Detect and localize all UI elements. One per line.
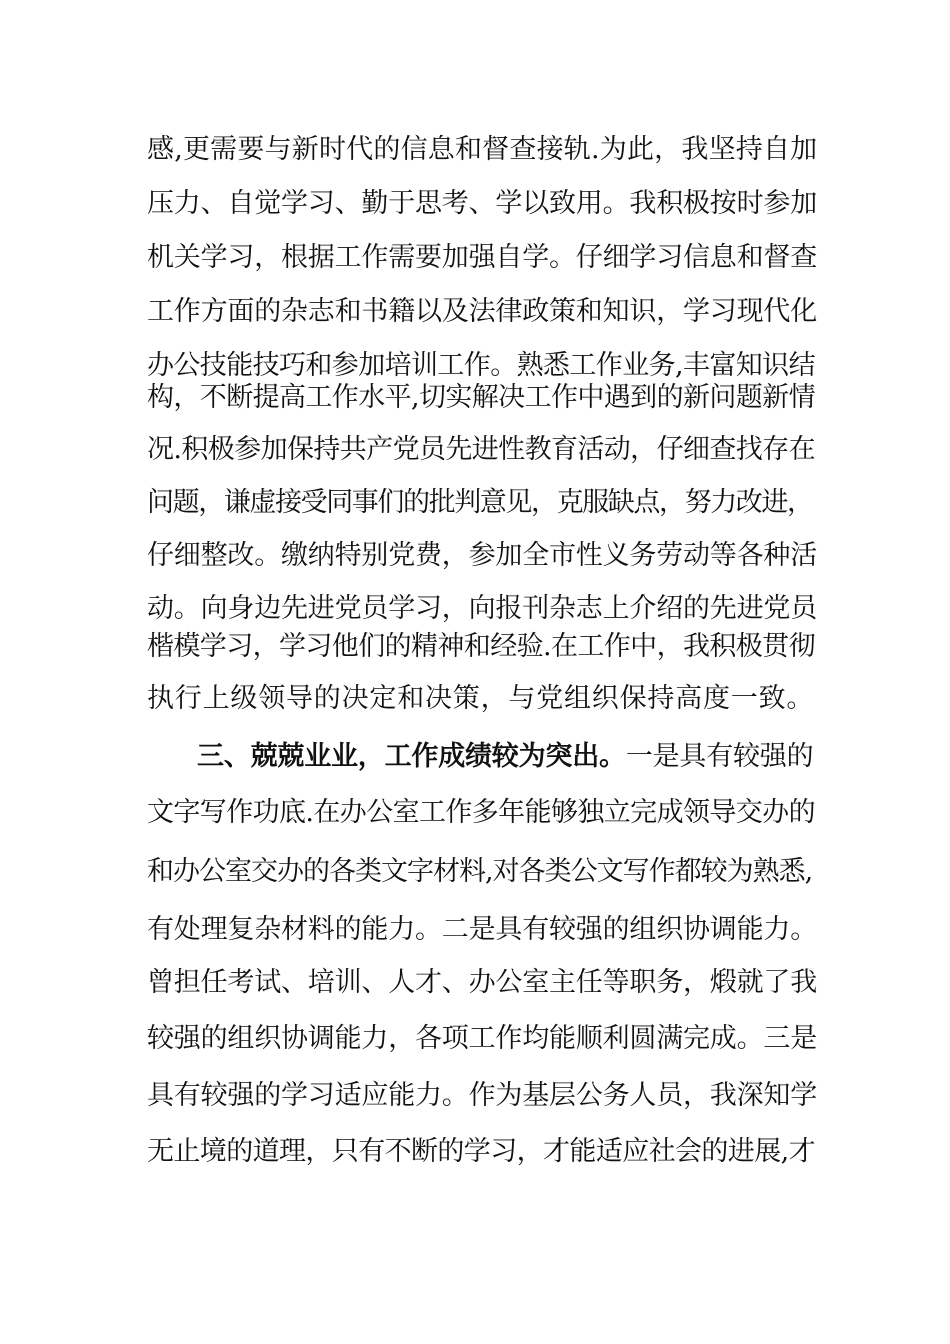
text-line: 构，不断提高工作水平,切实解决工作中遇到的新问题新情 — [147, 382, 815, 413]
text-line: 工作方面的杂志和书籍以及法律政策和知识，学习现代化 — [147, 296, 817, 327]
text-span: 一是具有较强的 — [625, 741, 814, 772]
text-line: 曾担任考试、培训、人才、办公室主任等职务，煅就了我 — [147, 967, 817, 998]
text-line: 无止境的道理，只有不断的学习，才能适应社会的进展,才 — [147, 1136, 815, 1167]
text-line: 有处理复杂材料的能力。二是具有较强的组织协调能力。 — [147, 914, 817, 945]
section-heading: 三、兢兢业业，工作成绩较为突出。 — [197, 741, 626, 772]
text-line: 办公技能技巧和参加培训工作。熟悉工作业务,丰富知识结 — [147, 350, 815, 381]
paragraph-first-line — [197, 740, 817, 774]
text-line: 压力、自觉学习、勤于思考、学以致用。我积极按时参加 — [147, 188, 817, 219]
text-line: 执行上级领导的决定和决策，与党组织保持高度一致。 — [147, 683, 815, 714]
text-line: 文字写作功底.在办公室工作多年能够独立完成领导交办的 — [147, 797, 815, 828]
text-line: 仔细整改。缴纳特别党费，参加全市性义务劳动等各种活 — [147, 540, 817, 571]
text-line: 和办公室交办的各类文字材料,对各类公文写作都较为熟悉, — [147, 856, 813, 887]
text-line: 较强的组织协调能力，各项工作均能顺利圆满完成。三是 — [147, 1023, 817, 1054]
text-line: 楷模学习，学习他们的精神和经验.在工作中，我积极贯彻 — [147, 631, 815, 662]
text-line: 动。向身边先进党员学习，向报刊杂志上介绍的先进党员 — [147, 593, 817, 624]
text-line: 机关学习，根据工作需要加强自学。仔细学习信息和督查 — [147, 242, 817, 273]
text-line: 况.积极参加保持共产党员先进性教育活动，仔细查找存在 — [147, 434, 815, 465]
text-line: 具有较强的学习适应能力。作为基层公务人员，我深知学 — [147, 1080, 817, 1111]
text-line: 感,更需要与新时代的信息和督查接轨.为此，我坚持自加 — [147, 134, 818, 165]
text-line: 问题，谦虚接受同事们的批判意见，克服缺点，努力改进， — [147, 487, 813, 518]
